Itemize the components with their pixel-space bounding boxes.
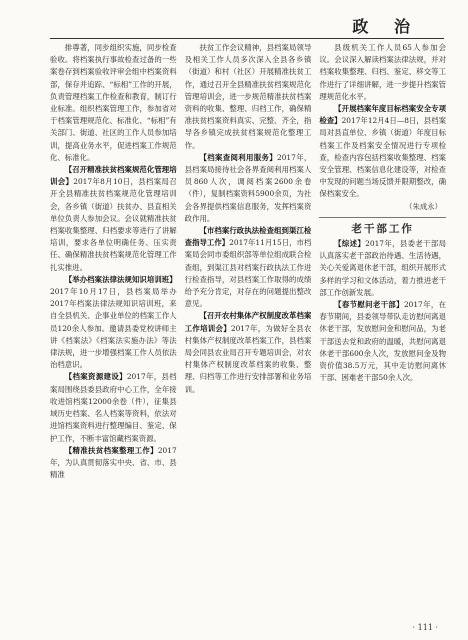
paragraph-heading: 【档案资源建设】 [64, 372, 127, 382]
paragraph [50, 274, 177, 372]
paragraph-heading: 【精准扶贫档案整理工作】 [64, 445, 158, 455]
paragraph [50, 371, 177, 444]
paragraph [319, 42, 446, 103]
page-number: · 111 · [412, 623, 438, 632]
paragraph [319, 103, 446, 201]
paragraph-text: 县级机关工作人员65人参加会议。会议深入解读档案法律法规，并对档案收集整理、归档、鉴定、移交等工作进行了详细讲解，进一步提升档案管理规范化水平。 [319, 43, 447, 101]
paragraph-heading: 【召开农村集体产权制度改革档案工作培训会】 [184, 311, 312, 333]
column-1 [50, 42, 177, 618]
paragraph-heading: 【综述】 [334, 239, 366, 249]
paragraph-text: （朱成永） [405, 201, 443, 211]
paragraph-text: 2017年10月17日，县档案局举办2017年档案法律法规知识培训班，来自全县机关、企事业单位的档案工作人员120余人参加。邀请县委党校讲师主讲《档案法》《档案法实施办法》等法律法规，进一步增强档案工作人员依法治档意识。 [50, 287, 177, 370]
paragraph [50, 42, 177, 164]
paragraph [185, 310, 312, 395]
paragraph [319, 238, 446, 299]
paragraph [50, 164, 177, 274]
column-3 [319, 42, 446, 618]
paragraph [319, 299, 446, 384]
paragraph [50, 445, 177, 482]
paragraph-heading: 【开展档案年度目标档案安全专项检查】 [319, 104, 447, 126]
column-2 [185, 42, 312, 618]
paragraph-heading: 【市档案行政执法检查组到渠江检查指导工作】 [184, 226, 312, 248]
paragraph-text: 2017年，县委老干部局认真落实老干部政治待遇、生活待遇，关心关爱离退休老干部，组织开展形式多样的学习和文体活动，着力推进老干部工作创新发展。 [319, 239, 447, 297]
paragraph-text: 2017年12月4日—8日，县档案局对县直单位、乡镇（街道）年度目标档案工作及档案安全情况进行专项检查，检查内容包括档案收集整理、档案安全管理、档案信息化建设等，对检查中发现的问题当场反馈并限期整改，确保档案安全。 [319, 116, 447, 199]
paragraph-text: 2017年8月10日，县档案局召开全县精准扶贫档案规范化管理培训会，各乡镇（街道）扶贫办、县直相关单位负责人参加会议。会议就精准扶贫档案收集整理、归档要求等进行了讲解培训，要求各单位明确任务、压实责任、确保精准扶贫档案规范化管理工作扎实推进。 [50, 177, 177, 272]
article-columns [50, 42, 446, 618]
header-rule [50, 38, 444, 39]
paragraph-heading: 【举办档案法律法规知识培训班】 [64, 274, 177, 284]
page-header-title: 政 治 [352, 17, 420, 36]
paragraph-heading: 【档案查阅利用服务】 [199, 152, 278, 162]
paragraph-heading: 【春节慰问老干部】 [334, 300, 404, 310]
paragraph [185, 225, 312, 310]
paragraph-text: 2017年，县档案局接待社会各界查阅利用档案人员860人次，调阅档案2600余卷（件），复制档案资料5900余页，为社会各界提供档案信息服务，发挥档案资政作用。 [184, 152, 312, 223]
paragraph-text: 扶贫工作会议精神，县档案局领导及相关工作人员多次深入全县各乡镇（街道）和村（社区）开展精准扶贫工作，通过召开全县精准扶贫档案规范化管理培训会，进一步规范精准扶贫档案资料的收集、整理、归档工作，确保精准扶贫档案资料真实、完整、齐全，指导各乡镇完成扶贫档案规范化整理工作。 [184, 43, 312, 150]
paragraph-heading: 【召开精准扶贫档案规范化管理培训会】 [50, 165, 177, 187]
paragraph-text: 2017年，县档案局围绕县委县政府中心工作，全年接收进馆档案12000余卷（件），征集县域历史档案、名人档案等资料，依法对进馆档案资料进行整理编目、鉴定、保护工作，不断丰富馆藏档案资源。 [50, 372, 177, 443]
paragraph-text: 2017年，为做好全县农村集体产权制度改革档案工作，县档案局会同县农业局召开专题培训会，对农村集体产权制度改革档案的收集、整理、归档等工作进行安排部署和业务培训。 [184, 323, 312, 394]
paragraph-text: 排尊著，同步组织实施，同步检查验收。将档案执行事故检查过备的一些案卷存到档案验收评审会组中档案资料部，保存并追踪、“标相”工作的开展，负责管理档案工作检查和教育，制订行业标准。组织档案管理工作，参加省对于档案管理规范化、标准化、“标相”有关部门、街道、社区的工作人员参加培训，提高业务水平，促进档案工作规范化、标准化。 [50, 43, 177, 162]
paragraph-text: 2017年，为认真贯彻落实中央、省、市、县精准 [50, 445, 177, 480]
paragraph [185, 42, 312, 152]
paragraph-text: 2017年11月15日，市档案局会同市委组织部等单位组成联合检查组，到渠江县对档案行政执法工作进行检查指导，对县档案工作取得的成绩给予充分肯定，对存在的问题提出整改意见。 [184, 238, 312, 309]
section-title: 老干部工作 [319, 217, 446, 235]
paragraph [185, 152, 312, 225]
author-signature [319, 201, 446, 213]
paragraph-text: 2017年，在春节期间，县委领导带队走访慰问离退休老干部，发放慰问金和慰问品，为老干部送去党和政府的温暖，共慰问离退休老干部600余人次，发放慰问金及物资价值38.5万元，其中走访慰问离休干部、困难老干部50余人次。 [319, 300, 447, 383]
